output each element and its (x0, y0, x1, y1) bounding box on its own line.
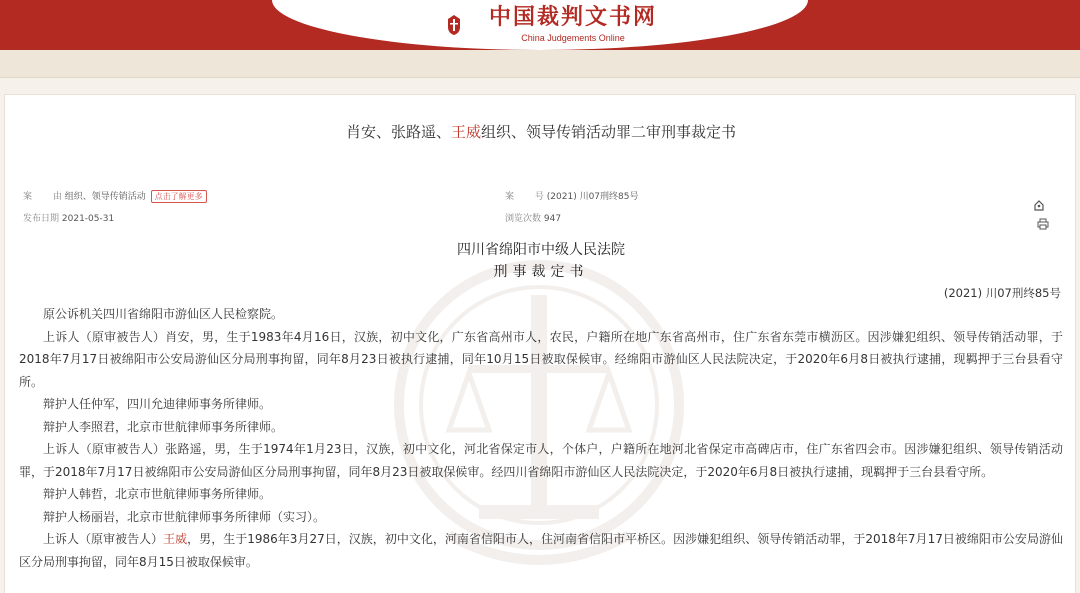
paragraph: 上诉人（原审被告人）张路遥，男，生于1974年1月23日，汉族，初中文化，河北省保定市人，个体户，户籍所在地河北省保定市高碑店市，住广东省四会市。因涉嫌犯组织、领导传销活动罪，于2018年7月17日被绵阳市公安局游仙区分局刑事拘留，同年8月23日被取保候审。经四川省绵阳市游仙区人民法院决定，于2020年6月8日被执行逮捕，现羁押于三台县看守所。 (19, 442, 1063, 479)
document-title (5, 121, 1077, 142)
site-name-en: China Judgements Online (521, 33, 625, 43)
nav-subbar (0, 50, 1080, 78)
meta-cause (23, 189, 207, 203)
title-suffix: 组织、领导传销活动罪二审刑事裁定书 (481, 123, 737, 141)
paragraph: 上诉人（原审被告人）肖安，男，生于1983年4月16日，汉族，初中文化，广东省高州市人，农民，户籍所在地广东省高州市，住广东省东莞市横沥区。因涉嫌犯组织、领导传销活动罪，于2018年7月17日被绵阳市公安局游仙区分局刑事拘留，同年8月23日被执行逮捕，同年10月15日被取保候审。经绵阳市游仙区人民法院决定，于2020年6月8日被执行逮捕，现羁押于三台县看守所。 (19, 329, 1063, 389)
publish-label: 发布日期 (23, 214, 60, 224)
cause-label: 案 (23, 192, 33, 202)
collect-icon[interactable] (1033, 199, 1045, 211)
site-name-cn: 中国裁判文书网 (488, 5, 657, 30)
document-type: 刑事裁定书 (493, 264, 589, 280)
title-prefix: 肖安、张路遥、 (345, 123, 451, 141)
emblem-icon (446, 14, 462, 36)
cause-label-2: 由 (52, 192, 62, 202)
paragraph-appellant-wangwei (19, 528, 1063, 573)
print-icon[interactable] (1037, 218, 1049, 230)
court-name: 四川省绵阳市中级人民法院 (457, 242, 625, 258)
paragraph: 辩护人韩哲，北京市世航律师事务所律师。 (43, 487, 272, 501)
cause-value: 组织、领导传销活动 (64, 192, 146, 202)
views-label: 浏览次数 (505, 214, 542, 224)
paragraph: 辩护人杨丽岩，北京市世航律师事务所律师（实习）。 (43, 509, 326, 524)
paragraph: 辩护人李照君，北京市世航律师事务所律师。 (43, 419, 284, 434)
case-number: (2021) 川07刑终85号 (943, 286, 1061, 300)
meta-views (505, 211, 561, 224)
paragraph: 辩护人任仲军，四川允迪律师事务所律师。 (43, 397, 272, 411)
document-tools (1033, 199, 1063, 211)
paragraph-prefix: 上诉人（原审被告人） (43, 532, 164, 546)
caseno-value: (2021) 川07刑终85号 (546, 192, 639, 202)
paragraph: 原公诉机关四川省绵阳市游仙区人民检察院。 (43, 307, 284, 321)
site-header (0, 0, 1080, 50)
views-value: 947 (543, 214, 562, 224)
publish-value: 2021-05-31 (61, 214, 115, 224)
meta-case-number (505, 189, 638, 202)
meta-publish-date (23, 211, 114, 224)
paragraph-highlight: 王威 (163, 532, 188, 546)
caseno-label-2: 号 (534, 192, 544, 202)
cause-more-link[interactable]: 点击了解更多 (151, 190, 207, 203)
document-body (19, 303, 1063, 573)
title-highlight: 王威 (450, 123, 481, 141)
site-logo[interactable] (468, 4, 678, 50)
document-card (4, 94, 1076, 593)
caseno-label: 案 (505, 192, 515, 202)
paragraph-suffix: ，男，生于1986年3月27日，汉族，初中文化，河南省信阳市人，住河南省信阳市平桥区。因涉嫌犯组织、领导传销活动罪，于2018年7月17日被绵阳市公安局游仙区分局刑事拘留，同年8月15日被取保候审。 (19, 532, 1063, 569)
